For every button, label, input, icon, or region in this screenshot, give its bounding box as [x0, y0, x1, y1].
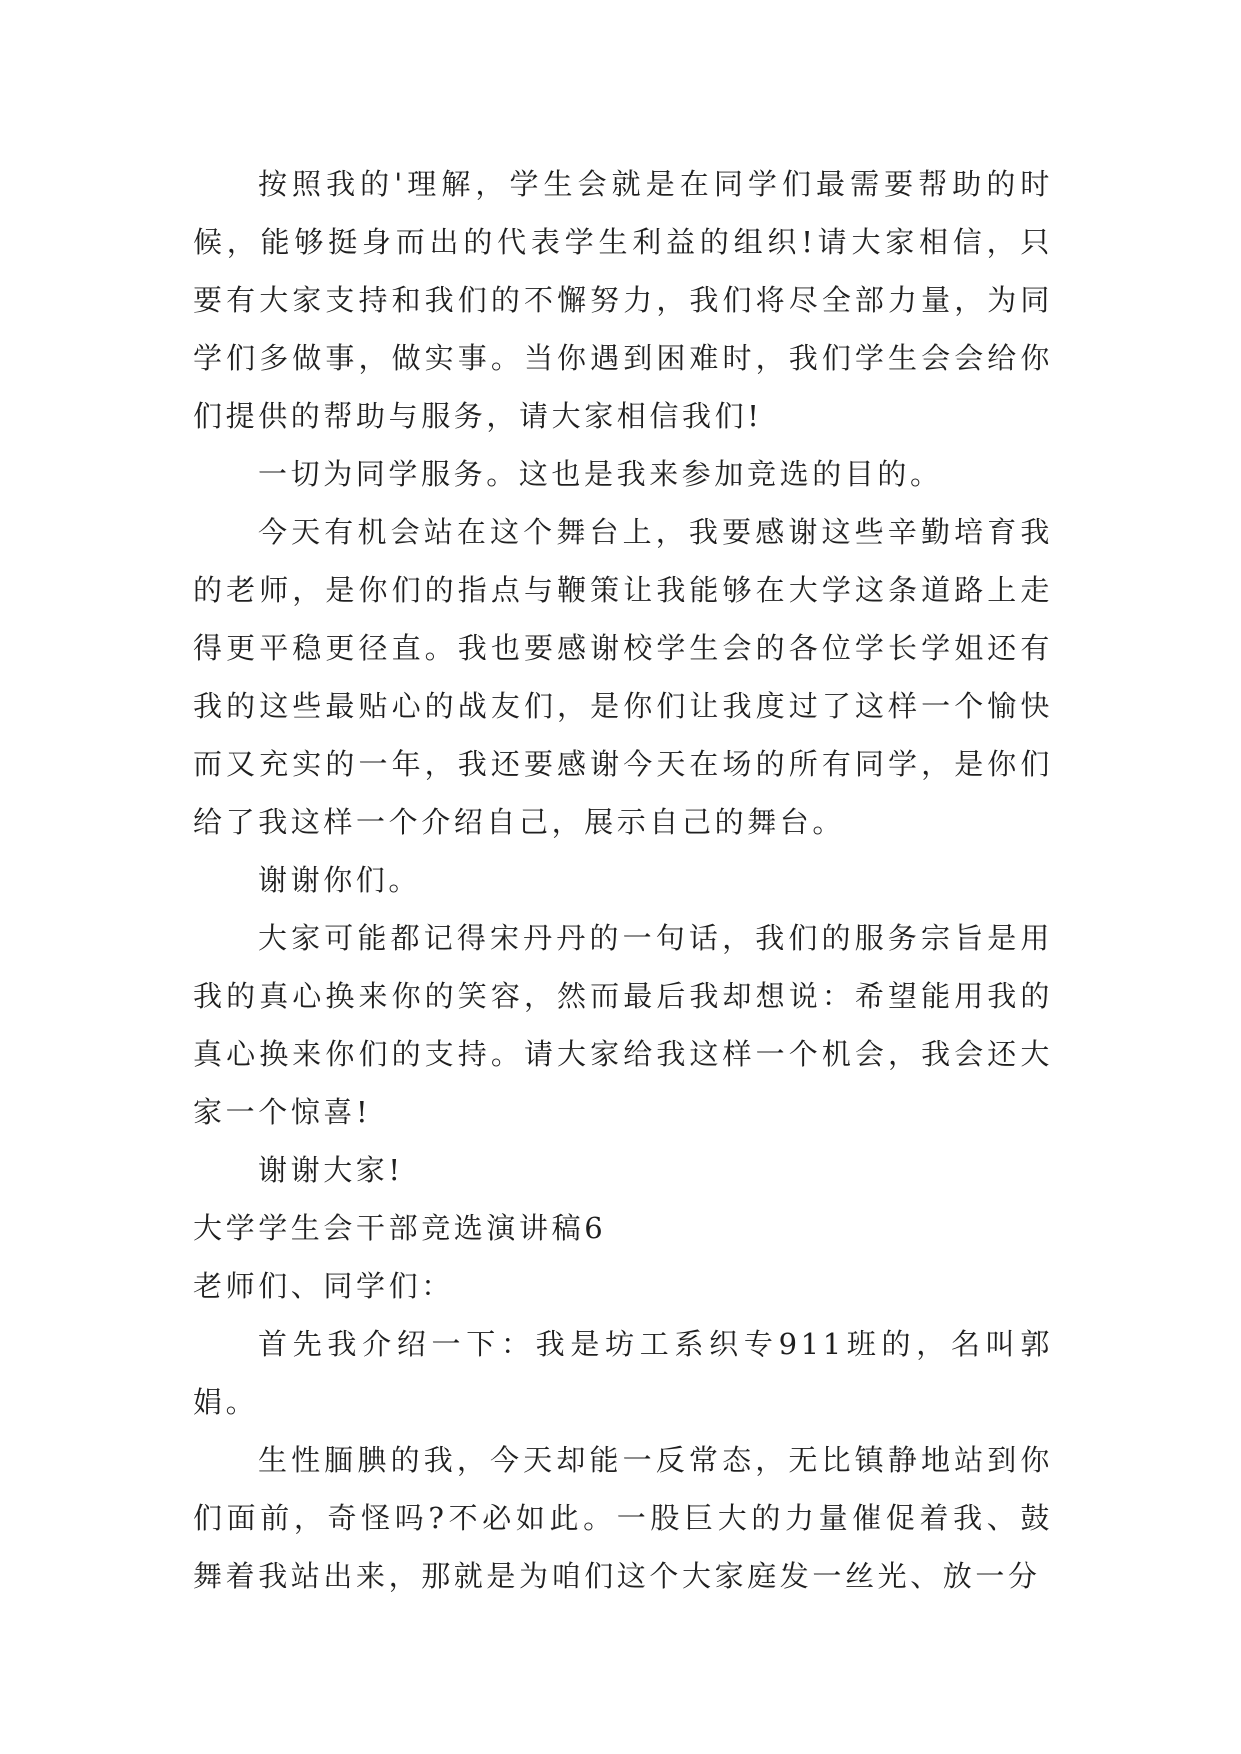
paragraph-serve-students: 一切为同学服务。这也是我来参加竞选的目的。 — [258, 457, 943, 491]
paragraph-thanks-teachers: 今天有机会站在这个舞台上，我要感谢这些辛勤培育我的老师，是你们的指点与鞭策让我能够在大学这条道路上走得更平稳更径直。我也要感谢校学生会的各位学长学姐还有我的这些最贴心的战友们，是你们让我度过了这样一个愉快而又充实的一年，我还要感谢今天在场的所有同学，是你们给了我这样一个介绍自己，展示自己的舞台。 — [193, 515, 1053, 839]
salutation: 老师们、同学们： — [193, 1269, 454, 1303]
paragraph-shy-nature: 生性腼腆的我，今天却能一反常态，无比镇静地站到你们面前，奇怪吗?不必如此。一股巨大的力量催促着我、鼓舞着我站出来，那就是为咱们这个大家庭发一丝光、放一分 — [193, 1443, 1053, 1593]
paragraph-thank-you: 谢谢你们。 — [258, 863, 422, 897]
paragraph-song-dandan: 大家可能都记得宋丹丹的一句话，我们的服务宗旨是用我的真心换来你的笑容，然而最后我却想说：希望能用我的真心换来你们的支持。请大家给我这样一个机会，我会还大家一个惊喜! — [193, 921, 1053, 1129]
section-title: 大学学生会干部竞选演讲稿6 — [193, 1211, 607, 1245]
paragraph-understanding: 按照我的'理解，学生会就是在同学们最需要帮助的时候，能够挺身而出的代表学生利益的组织!请大家相信，只要有大家支持和我们的不懈努力，我们将尽全部力量，为同学们多做事，做实事。当你遇到困难时，我们学生会会给你们提供的帮助与服务，请大家相信我们! — [193, 167, 1053, 433]
document-body — [193, 155, 1053, 1605]
paragraph-thanks-everyone: 谢谢大家! — [258, 1153, 404, 1187]
paragraph-self-intro: 首先我介绍一下：我是坊工系织专911班的，名叫郭娟。 — [193, 1327, 1053, 1419]
